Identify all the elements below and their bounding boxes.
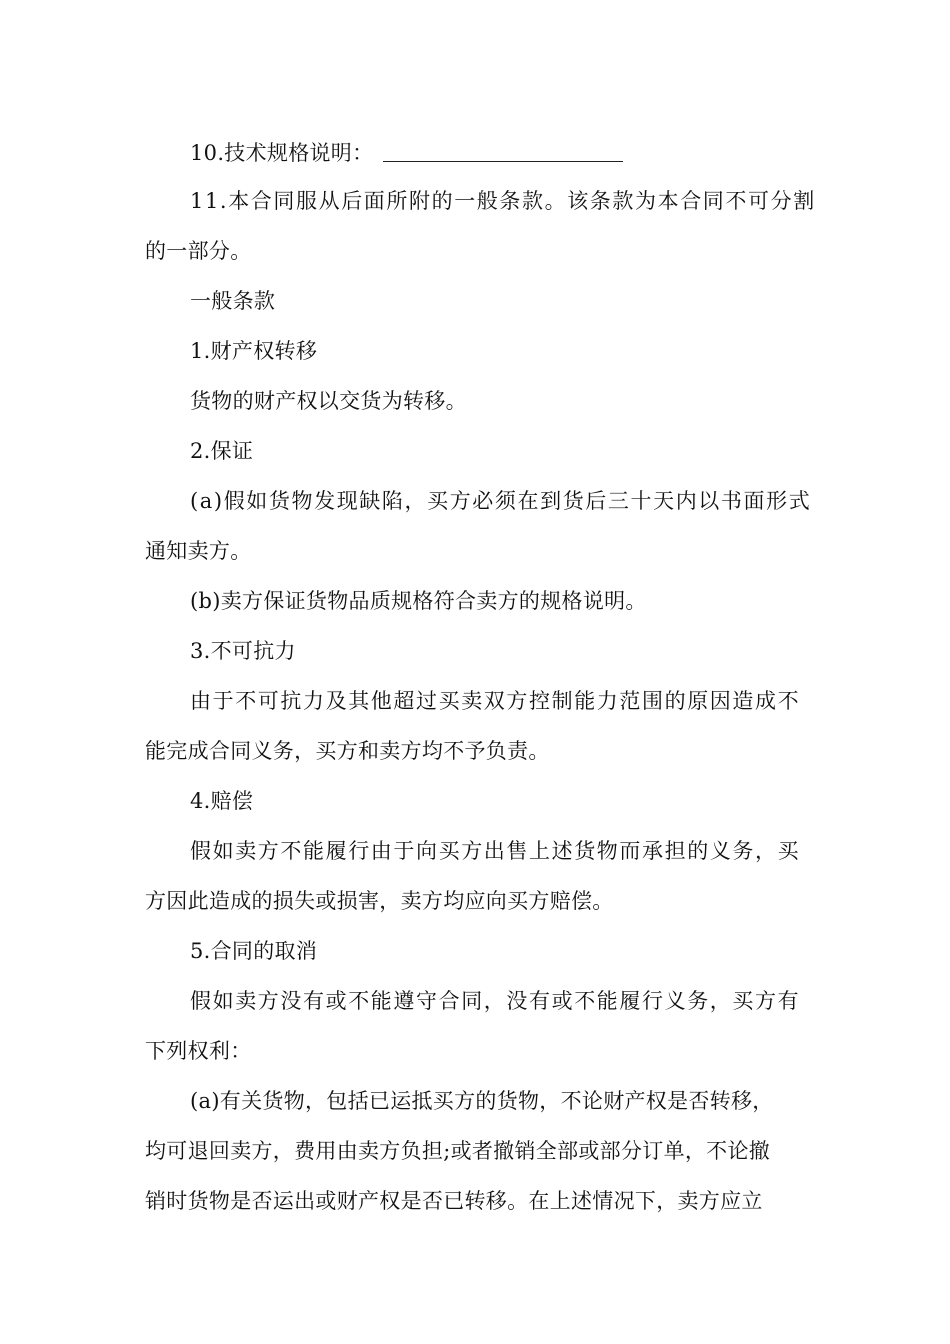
term-5-line2: 下列权利： — [145, 1039, 252, 1063]
term-1-body: 货物的财产权以交货为转移。 — [190, 389, 467, 413]
term-5-heading: 5.合同的取消 — [190, 939, 318, 963]
clause-10-label: 10.技术规格说明： — [190, 141, 374, 165]
blank-fill-line — [383, 161, 623, 162]
term-5a-line2: 均可退回卖方，费用由卖方负担;或者撤销全部或部分订单，不论撤 — [145, 1139, 771, 1163]
term-4-line2: 方因此造成的损失或损害，卖方均应向买方赔偿。 — [145, 889, 614, 913]
general-terms-heading: 一般条款 — [190, 289, 276, 313]
term-3-line1: 由于不可抗力及其他超过买卖双方控制能力范围的原因造成不 — [190, 689, 801, 713]
term-4-line1: 假如卖方不能履行由于向买方出售上述货物而承担的义务，买 — [190, 839, 801, 863]
term-5-line1: 假如卖方没有或不能遵守合同，没有或不能履行义务，买方有 — [190, 989, 801, 1013]
clause-11-line1: 11.本合同服从后面所附的一般条款。该条款为本合同不可分割 — [190, 189, 816, 213]
term-1-heading: 1.财产权转移 — [190, 339, 318, 363]
term-2a-line1: (a)假如货物发现缺陷，买方必须在到货后三十天内以书面形式 — [190, 489, 812, 513]
term-3-heading: 3.不可抗力 — [190, 639, 296, 663]
term-3-line2: 能完成合同义务，买方和卖方均不予负责。 — [145, 739, 550, 763]
term-2b: (b)卖方保证货物品质规格符合卖方的规格说明。 — [190, 589, 647, 613]
term-5a-line3: 销时货物是否运出或财产权是否已转移。在上述情况下，卖方应立 — [145, 1189, 763, 1213]
clause-11-line2: 的一部分。 — [145, 239, 252, 263]
term-4-heading: 4.赔偿 — [190, 789, 254, 813]
term-2a-line2: 通知卖方。 — [145, 539, 252, 563]
term-5a-line1: (a)有关货物，包括已运抵买方的货物，不论财产权是否转移， — [190, 1089, 774, 1113]
term-2-heading: 2.保证 — [190, 439, 254, 463]
